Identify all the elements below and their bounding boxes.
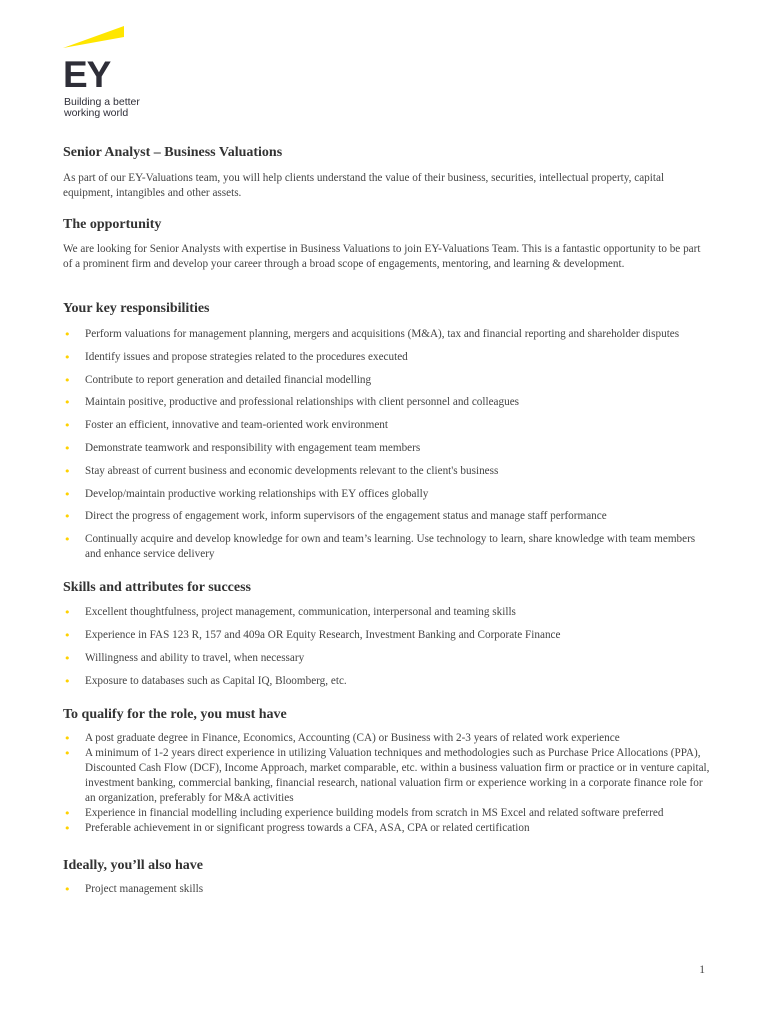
- list-item-text: Exposure to databases such as Capital IQ, Bloomberg, etc.: [85, 674, 347, 687]
- bullet-icon: •: [64, 806, 71, 820]
- responsibilities-list: [63, 327, 711, 562]
- list-item: [63, 731, 711, 746]
- bullet-icon: •: [64, 441, 71, 455]
- list-item: [63, 882, 711, 897]
- intro-paragraph: As part of our EY-Valuations team, you will help clients understand the value of their business, securities, intellectual property, capital equipment, intangibles and other assets.: [63, 172, 665, 199]
- tagline-line-1: Building a better: [64, 96, 140, 108]
- list-item-text: Excellent thoughtfulness, project management, communication, interpersonal and teaming skills: [85, 606, 516, 619]
- bullet-icon: •: [64, 731, 71, 745]
- list-item: [63, 605, 711, 620]
- list-item-text: Willingness and ability to travel, when necessary: [85, 651, 305, 664]
- list-item: [63, 806, 711, 821]
- list-item: [63, 350, 711, 365]
- list-item-text: Direct the progress of engagement work, inform supervisors of the engagement status and manage staff performance: [85, 510, 607, 523]
- skills-heading: Skills and attributes for success: [63, 580, 251, 596]
- ey-beam-icon: [63, 26, 125, 54]
- bullet-icon: •: [64, 746, 71, 760]
- list-item-text: Project management skills: [85, 882, 204, 895]
- list-item-text: Contribute to report generation and detailed financial modelling: [85, 373, 372, 386]
- qualify-heading: To qualify for the role, you must have: [63, 706, 287, 722]
- bullet-icon: •: [64, 396, 71, 410]
- list-item-text: Identify issues and propose strategies related to the procedures executed: [85, 350, 408, 363]
- document-body: [63, 144, 711, 897]
- opportunity-heading: The opportunity: [63, 217, 162, 232]
- list-item-text: A minimum of 1-2 years direct experience in utilizing Valuation techniques and methodologies such as Purchase Price Allocations (PPA), Discounted Cash Flow (DCF), Income Approach, market comparable, etc. within a business valuation firm or practice or in venture capital, investment banking, commercial banking, financial research, national valuation firm or experience working in a corporate finance role for an organization, preferably for M&A activities: [85, 746, 710, 804]
- responsibilities-heading: Your key responsibilities: [63, 301, 210, 316]
- page-number: 1: [699, 964, 705, 976]
- list-item: [63, 327, 711, 342]
- list-item: [63, 441, 711, 456]
- bullet-icon: •: [64, 328, 71, 341]
- list-item-text: Maintain positive, productive and professional relationships with client personnel and colleagues: [85, 396, 520, 409]
- bullet-icon: •: [64, 533, 71, 547]
- list-item: [63, 509, 711, 524]
- list-item-text: Experience in financial modelling including experience building models from scratch in MS Excel and related software preferred: [85, 806, 664, 819]
- list-item-text: Perform valuations for management planning, mergers and acquisitions (M&A), tax and financial reporting and shareholder disputes: [85, 328, 680, 340]
- qualify-list: [63, 731, 711, 836]
- list-item: [63, 674, 711, 689]
- bullet-icon: •: [64, 821, 71, 835]
- list-item: [63, 418, 711, 433]
- list-item: [63, 395, 711, 410]
- bullet-icon: •: [64, 373, 71, 387]
- ey-logo: [63, 26, 153, 119]
- job-title: Senior Analyst – Business Valuations: [63, 145, 283, 160]
- list-item: [63, 821, 711, 836]
- ideally-heading: Ideally, you’ll also have: [63, 857, 204, 873]
- bullet-icon: •: [64, 419, 71, 433]
- ideally-list: [63, 882, 711, 897]
- list-item-text: Develop/maintain productive working relationships with EY offices globally: [85, 487, 429, 500]
- list-item: [63, 532, 711, 562]
- bullet-icon: •: [64, 651, 71, 665]
- list-item: [63, 746, 711, 806]
- list-item-text: Stay abreast of current business and economic developments relevant to the client's business: [85, 464, 499, 477]
- list-item: [63, 464, 711, 479]
- tagline-line-2: working world: [64, 107, 129, 119]
- list-item-text: Foster an efficient, innovative and team-oriented work environment: [85, 419, 389, 432]
- ey-logo-mark: EY: [63, 54, 111, 95]
- list-item-text: Demonstrate teamwork and responsibility with engagement team members: [85, 441, 421, 454]
- bullet-icon: •: [64, 628, 71, 642]
- list-item-text: A post graduate degree in Finance, Economics, Accounting (CA) or Business with 2-3 years of related work experience: [85, 731, 620, 744]
- list-item: [63, 628, 711, 643]
- bullet-icon: •: [64, 606, 71, 620]
- skills-list: [63, 605, 711, 688]
- list-item: [63, 487, 711, 502]
- bullet-icon: •: [64, 487, 71, 501]
- opportunity-paragraph: We are looking for Senior Analysts with expertise in Business Valuations to join EY-Valuations Team. This is a fantastic opportunity to be part of a prominent firm and develop your career through a broad scope of engagements, mentoring, and learning & development.: [63, 243, 701, 270]
- bullet-icon: •: [64, 464, 71, 478]
- bullet-icon: •: [64, 350, 71, 364]
- list-item-text: Experience in FAS 123 R, 157 and 409a OR Equity Research, Investment Banking and Corporate Finance: [85, 628, 561, 641]
- bullet-icon: •: [64, 674, 71, 688]
- list-item-text: Continually acquire and develop knowledge for own and team’s learning. Use technology to learn, share knowledge with team members and enhance service delivery: [85, 533, 696, 561]
- ey-logo-tagline: [64, 97, 154, 119]
- bullet-icon: •: [64, 882, 71, 896]
- list-item: [63, 373, 711, 388]
- bullet-icon: •: [64, 510, 71, 524]
- list-item: [63, 651, 711, 666]
- list-item-text: Preferable achievement in or significant progress towards a CFA, ASA, CPA or related certification: [85, 821, 530, 834]
